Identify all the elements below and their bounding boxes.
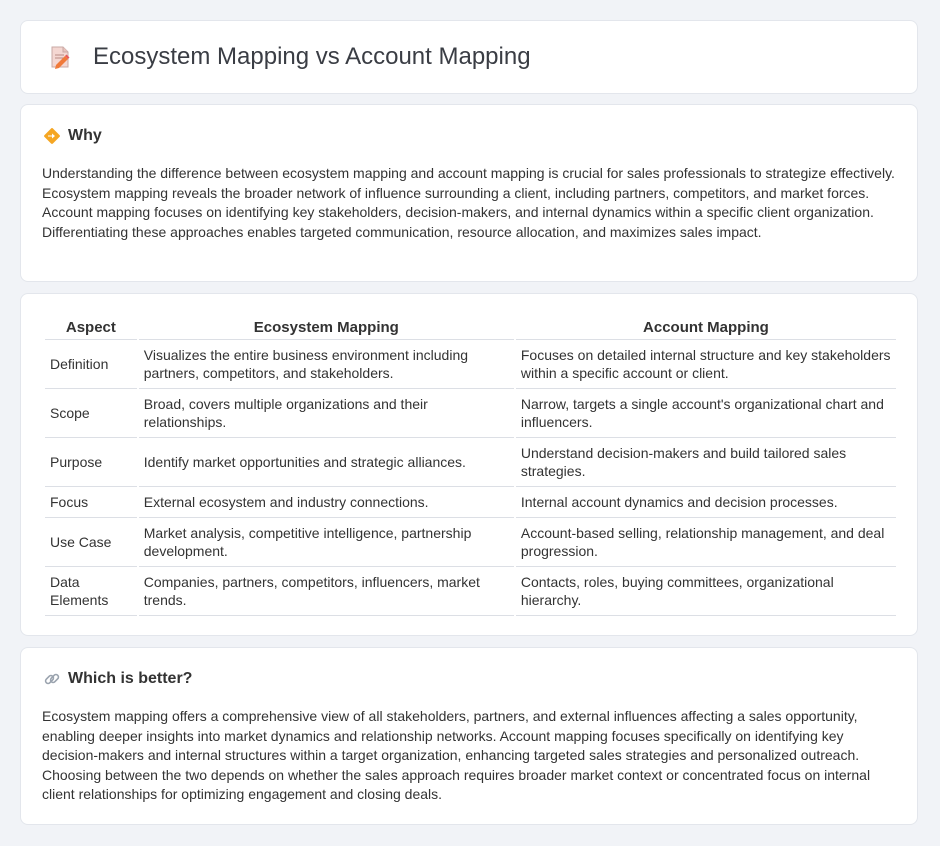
account-cell: Focuses on detailed internal structure and key stakeholders within a specific account or client. — [516, 340, 896, 389]
table-row — [45, 518, 896, 567]
table-header-row — [45, 316, 896, 340]
document-pencil-icon — [47, 44, 73, 70]
ecosystem-cell: External ecosystem and industry connections. — [139, 487, 514, 518]
why-heading-row — [43, 127, 102, 145]
header-card — [20, 20, 918, 94]
account-cell: Understand decision-makers and build tailored sales strategies. — [516, 438, 896, 487]
column-header-account: Account Mapping — [516, 316, 896, 340]
comparison-table-card — [20, 293, 918, 636]
table-row — [45, 487, 896, 518]
table-row — [45, 389, 896, 438]
why-section — [20, 104, 918, 282]
table-row — [45, 567, 896, 616]
which-is-better-section — [20, 647, 918, 825]
aspect-cell: Scope — [45, 389, 137, 438]
account-cell: Internal account dynamics and decision processes. — [516, 487, 896, 518]
why-heading: Why — [68, 127, 102, 144]
ecosystem-cell: Visualizes the entire business environment including partners, competitors, and stakeholders. — [139, 340, 514, 389]
diamond-arrow-icon — [43, 127, 61, 145]
comparison-table — [43, 316, 898, 616]
aspect-cell: Definition — [45, 340, 137, 389]
title-row — [47, 43, 531, 71]
ecosystem-cell: Broad, covers multiple organizations and their relationships. — [139, 389, 514, 438]
account-cell: Contacts, roles, buying committees, organizational hierarchy. — [516, 567, 896, 616]
better-heading: Which is better? — [68, 670, 193, 687]
account-cell: Narrow, targets a single account's organizational chart and influencers. — [516, 389, 896, 438]
page-title: Ecosystem Mapping vs Account Mapping — [93, 43, 531, 70]
aspect-cell: Purpose — [45, 438, 137, 487]
ecosystem-cell: Companies, partners, competitors, influencers, market trends. — [139, 567, 514, 616]
account-cell: Account-based selling, relationship management, and deal progression. — [516, 518, 896, 567]
better-heading-row — [43, 670, 192, 688]
ecosystem-cell: Market analysis, competitive intelligence, partnership development. — [139, 518, 514, 567]
table-row — [45, 340, 896, 389]
table-row — [45, 438, 896, 487]
aspect-cell: Focus — [45, 487, 137, 518]
ecosystem-cell: Identify market opportunities and strategic alliances. — [139, 438, 514, 487]
link-icon — [43, 670, 61, 688]
better-body: Ecosystem mapping offers a comprehensive view of all stakeholders, partners, and external influences affecting a sales opportunity, enabling deeper insights into market dynamics and relationship networks. Account mapping focuses specifically on identifying key decision-makers and internal structures within a target organization, enhancing targeted sales strategies and personalized outreach. Choosing between the two depends on whether the sales approach requires broader market context or concentrated focus on internal client relationships for optimizing engagement and closing deals. — [42, 708, 871, 802]
column-header-aspect: Aspect — [45, 316, 137, 340]
why-body: Understanding the difference between ecosystem mapping and account mapping is crucial for sales professionals to strategize effectively. Ecosystem mapping reveals the broader network of influence surrounding a client, including partners, competitors, and market forces. Account mapping focuses on identifying key stakeholders, decision-makers, and internal dynamics within a specific client organization. Differentiating these approaches enables targeted communication, resource allocation, and maximizes sales impact. — [42, 165, 895, 240]
column-header-ecosystem: Ecosystem Mapping — [139, 316, 514, 340]
aspect-cell: Data Elements — [45, 567, 137, 616]
aspect-cell: Use Case — [45, 518, 137, 567]
